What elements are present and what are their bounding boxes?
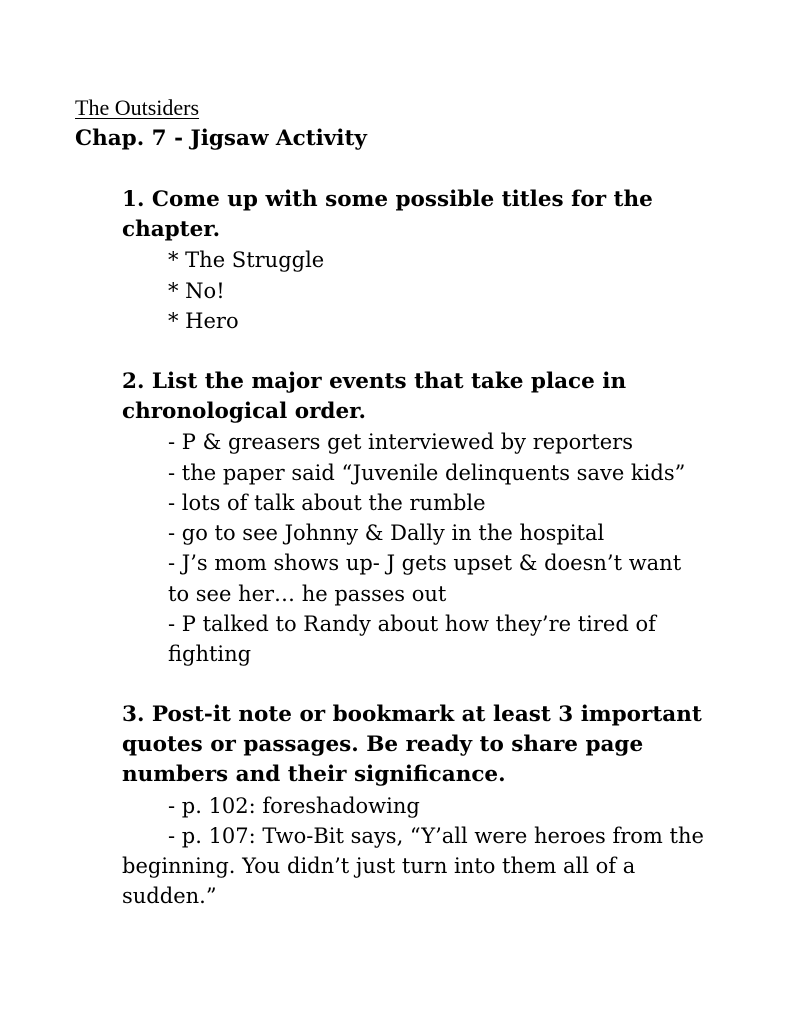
question-1-answer-line: * Hero [168, 309, 239, 333]
question-3-answer-line: beginning. You didn’t just turn into them all of a [122, 854, 636, 878]
question-2-answer-line: - lots of talk about the rumble [168, 491, 486, 515]
question-2-answer-line: - go to see Johnny & Dally in the hospital [168, 521, 605, 545]
question-1-prompt-line-1: 1. Come up with some possible titles for the [122, 187, 653, 212]
question-2-answer-line: - P talked to Randy about how they’re tired of [168, 612, 656, 636]
question-2-answer-line: - J’s mom shows up- J gets upset & doesn’t want [168, 551, 682, 575]
question-3-prompt-line-1: 3. Post-it note or bookmark at least 3 important [122, 702, 702, 727]
question-3-answer-line: - p. 107: Two-Bit says, “Y’all were heroes from the [168, 824, 704, 848]
question-2-prompt-line-1: 2. List the major events that take place in [122, 369, 627, 394]
question-2-answer-line: - P & greasers get interviewed by reporters [168, 430, 633, 454]
question-3-prompt-line-3: numbers and their significance. [122, 762, 506, 787]
question-2-answer-line: fighting [168, 642, 252, 666]
question-2-answer-line: to see her… he passes out [168, 582, 447, 606]
question-2-prompt-line-2: chronological order. [122, 399, 366, 424]
question-1-answer-line: * The Struggle [168, 248, 325, 272]
document-subtitle: Chap. 7 - Jigsaw Activity [75, 126, 367, 151]
question-2-answer-line: - the paper said “Juvenile delinquents save kids” [168, 461, 686, 485]
question-3-prompt-line-2: quotes or passages. Be ready to share page [122, 732, 644, 757]
question-3-answer-line: sudden.” [122, 884, 217, 908]
question-1-answer-line: * No! [168, 279, 225, 303]
question-3-answer-line: - p. 102: foreshadowing [168, 794, 420, 818]
document-title: The Outsiders [75, 95, 200, 120]
question-1-prompt-line-2: chapter. [122, 217, 221, 242]
